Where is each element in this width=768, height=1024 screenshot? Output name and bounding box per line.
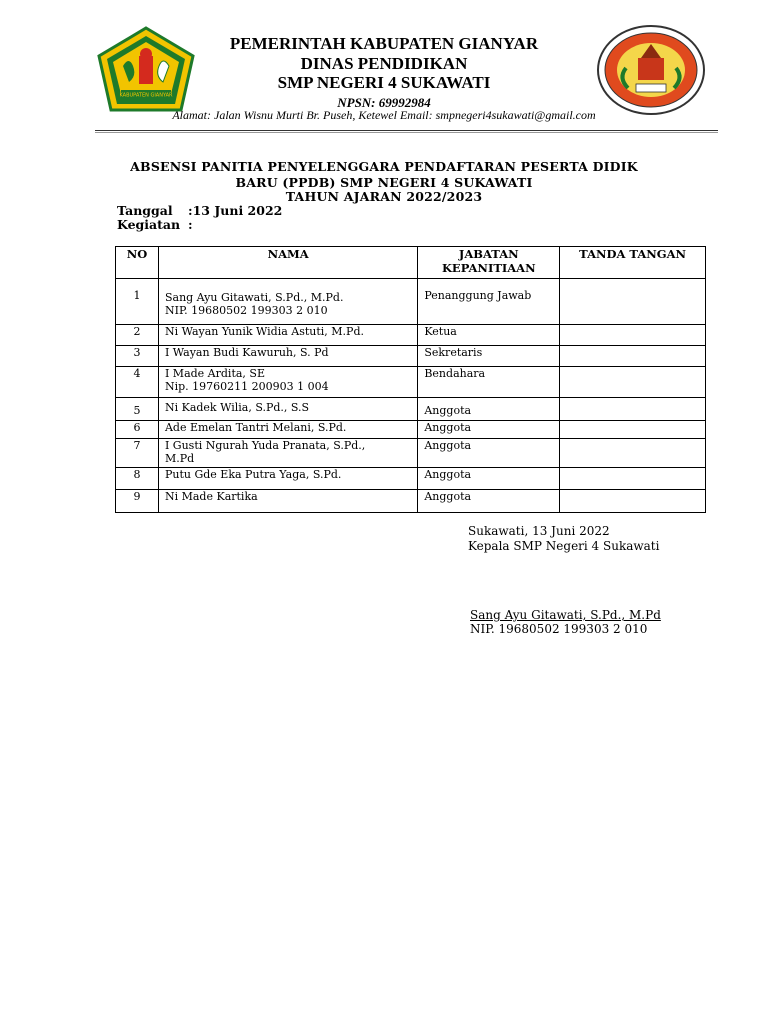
row-signature-cell[interactable] (560, 421, 706, 439)
tanggal-value: :13 Juni 2022 (188, 203, 283, 218)
signature-position: Kepala SMP Negeri 4 Sukawati (468, 539, 660, 553)
row-jabatan: Anggota (418, 490, 560, 513)
kegiatan-label: Kegiatan (117, 217, 181, 232)
table-row (116, 325, 706, 346)
header-divider (95, 130, 718, 131)
row-nama-line1: Ni Wayan Yunik Widia Astuti, M.Pd. (164, 325, 364, 338)
row-jabatan: Anggota (418, 398, 560, 421)
svg-text:KABUPATEN GIANYAR: KABUPATEN GIANYAR (119, 92, 173, 99)
row-signature-cell[interactable] (560, 367, 706, 398)
row-signature-cell[interactable] (560, 439, 706, 468)
table-header-row (116, 247, 706, 279)
row-no: 5 (116, 398, 159, 421)
row-nama-line2: M.Pd (164, 452, 195, 465)
row-signature-cell[interactable] (560, 490, 706, 513)
row-nama-line1: I Wayan Budi Kawuruh, S. Pd (164, 346, 329, 359)
header-department: DINAS PENDIDIKAN (300, 54, 468, 73)
table-row (116, 367, 706, 398)
header-school: SMP NEGERI 4 SUKAWATI (277, 73, 491, 92)
row-no: 8 (116, 468, 159, 490)
document-title-line1: ABSENSI PANITIA PENYELENGGARA PENDAFTARAN PESERTA DIDIK (130, 159, 638, 174)
row-nama-line2: NIP. 19680502 199303 2 010 (164, 304, 328, 317)
table-row (116, 398, 706, 421)
tanggal-label: Tanggal (117, 203, 173, 218)
row-nama (158, 421, 417, 439)
row-no: 3 (116, 346, 159, 367)
row-signature-cell[interactable] (560, 468, 706, 490)
signature-nip: NIP. 19680502 199303 2 010 (470, 622, 648, 636)
table-row (116, 468, 706, 490)
row-no: 2 (116, 325, 159, 346)
row-nama (158, 439, 417, 468)
signature-name: Sang Ayu Gitawati, S.Pd., M.Pd (470, 608, 661, 622)
header-npsn: NPSN: 69992984 (337, 95, 431, 110)
table-row (116, 346, 706, 367)
row-nama-line1: Sang Ayu Gitawati, S.Pd., M.Pd. (164, 291, 344, 304)
header-nama: NAMA (158, 247, 417, 279)
row-nama-line1: Putu Gde Eka Putra Yaga, S.Pd. (164, 468, 342, 481)
header-no: NO (116, 247, 159, 279)
row-no: 1 (116, 279, 159, 325)
row-signature-cell[interactable] (560, 398, 706, 421)
header-tanda-tangan: TANDA TANGAN (560, 247, 706, 279)
row-nama-line2: Nip. 19760211 200903 1 004 (164, 380, 329, 393)
document-title-line2: BARU (PPDB) SMP NEGERI 4 SUKAWATI (235, 175, 533, 190)
header-jabatan: JABATAN KEPANITIAAN (418, 247, 560, 279)
row-nama-line1: I Made Ardita, SE (164, 367, 265, 380)
row-no: 9 (116, 490, 159, 513)
row-nama-line1: Ni Made Kartika (164, 490, 258, 503)
row-nama (158, 398, 417, 421)
signature-place-date: Sukawati, 13 Juni 2022 (468, 524, 610, 538)
row-nama-line1: I Gusti Ngurah Yuda Pranata, S.Pd., (164, 439, 366, 452)
header-government: PEMERINTAH KABUPATEN GIANYAR (229, 34, 539, 53)
attendance-table (115, 246, 706, 513)
table-row (116, 279, 706, 325)
row-no: 6 (116, 421, 159, 439)
row-nama (158, 490, 417, 513)
header-divider-thin (95, 132, 718, 133)
row-nama (158, 325, 417, 346)
row-jabatan: Bendahara (418, 367, 560, 398)
document-title-line3: TAHUN AJARAN 2022/2023 (285, 189, 483, 204)
row-nama-line1: Ni Kadek Wilia, S.Pd., S.S (164, 401, 310, 414)
row-nama (158, 346, 417, 367)
row-jabatan: Anggota (418, 439, 560, 468)
row-jabatan: Anggota (418, 421, 560, 439)
kegiatan-value: : (188, 217, 193, 232)
row-jabatan: Sekretaris (418, 346, 560, 367)
header-address: Alamat: Jalan Wisnu Murti Br. Puseh, Ketewel Email: smpnegeri4sukawati@gmail.com (172, 108, 596, 122)
row-no: 4 (116, 367, 159, 398)
row-signature-cell[interactable] (560, 279, 706, 325)
row-jabatan: Anggota (418, 468, 560, 490)
row-nama-line1: Ade Emelan Tantri Melani, S.Pd. (164, 421, 347, 434)
table-row (116, 421, 706, 439)
row-nama (158, 468, 417, 490)
row-jabatan: Ketua (418, 325, 560, 346)
row-nama (158, 367, 417, 398)
row-signature-cell[interactable] (560, 346, 706, 367)
row-signature-cell[interactable] (560, 325, 706, 346)
table-row (116, 490, 706, 513)
row-jabatan: Penanggung Jawab (418, 279, 560, 325)
table-row (116, 439, 706, 468)
row-no: 7 (116, 439, 159, 468)
row-nama (158, 279, 417, 325)
